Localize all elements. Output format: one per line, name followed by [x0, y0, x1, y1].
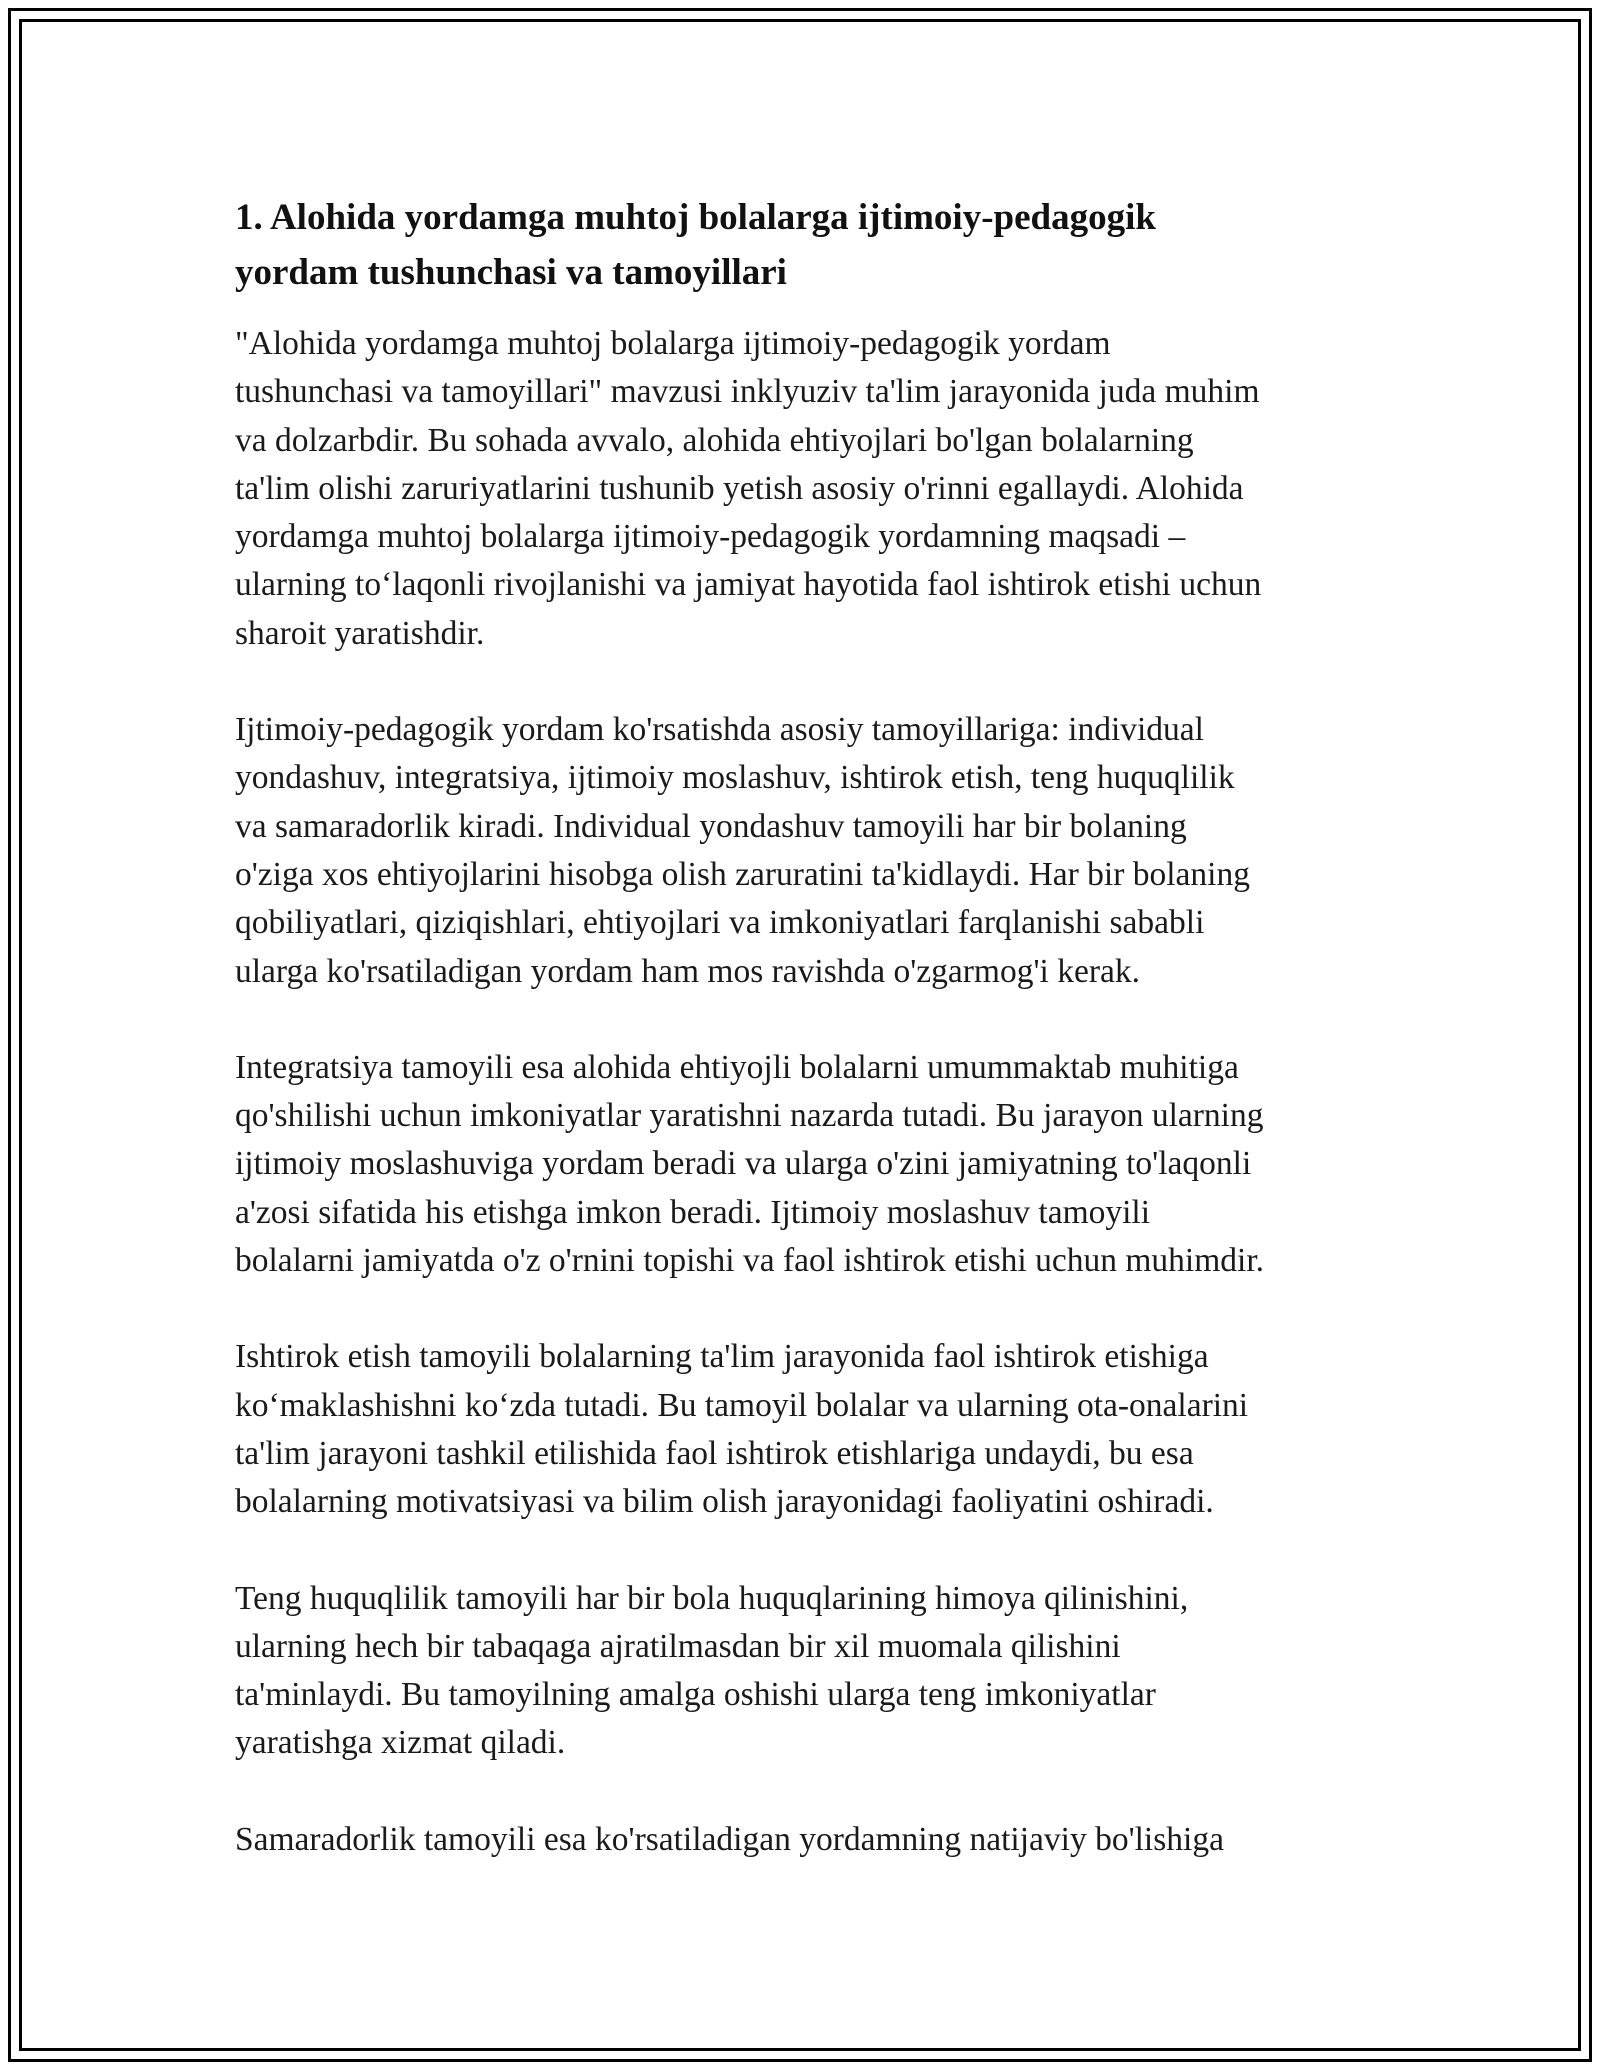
text-line: qobiliyatlari, qiziqishlari, ehtiyojlari va imkoniyatlari farqlanishi sababli: [235, 904, 1205, 942]
text-line: yaratishga xizmat qiladi.: [235, 1724, 566, 1762]
text-line: Teng huquqlilik tamoyili har bir bola huquqlarining himoya qilinishini,: [235, 1579, 1189, 1617]
text-line: ta'minlaydi. Bu tamoyilning amalga oshishi ularga teng imkoniyatlar: [235, 1676, 1156, 1714]
text-line: sharoit yaratishdir.: [235, 614, 485, 652]
text-line: bolalarning motivatsiyasi va bilim olish jarayonidagi faoliyatini oshiradi.: [235, 1483, 1214, 1521]
text-line: Integratsiya tamoyili esa alohida ehtiyojli bolalarni umummaktab muhitiga: [235, 1048, 1239, 1086]
text-line: tushunchasi va tamoyillari" mavzusi inklyuziv ta'lim jarayonida juda muhim: [235, 373, 1260, 411]
paragraph-intro: [235, 320, 1365, 658]
text-line: a'zosi sifatida his etishga imkon beradi. Ijtimoiy moslashuv tamoyili: [235, 1193, 1151, 1231]
text-line: "Alohida yordamga muhtoj bolalarga ijtimoiy-pedagogik yordam: [235, 325, 1111, 362]
text-line: ularga ko'rsatiladigan yordam ham mos ravishda o'zgarmog'i kerak.: [235, 952, 1140, 990]
text-line: ta'lim olishi zaruriyatlarini tushunib yetish asosiy o'rinni egallaydi. Alohida: [235, 469, 1244, 507]
text-line: ta'lim jarayoni tashkil etilishida faol ishtirok etishlariga undaydi, bu esa: [235, 1434, 1194, 1472]
paragraph-participation: [235, 1333, 1365, 1526]
paragraph-equality: [235, 1575, 1365, 1768]
text-line: ijtimoiy moslashuviga yordam beradi va ularga o'zini jamiyatning to'laqonli: [235, 1145, 1252, 1183]
paragraph-integration: [235, 1044, 1365, 1285]
text-line: bolalarni jamiyatda o'z o'rnini topishi va faol ishtirok etishi uchun muhimdir.: [235, 1242, 1264, 1280]
heading-line: 1. Alohida yordamga muhtoj bolalarga ijtimoiy-pedagogik: [235, 197, 1156, 238]
heading-line: yordam tushunchasi va tamoyillari: [235, 252, 787, 293]
text-line: Samaradorlik tamoyili esa ko'rsatiladigan yordamning natijaviy bo'lishiga: [235, 1820, 1224, 1858]
text-line: va samaradorlik kiradi. Individual yondashuv tamoyili har bir bolaning: [235, 807, 1187, 845]
text-line: yondashuv, integratsiya, ijtimoiy moslashuv, ishtirok etish, teng huquqlilik: [235, 759, 1235, 797]
text-line: yordamga muhtoj bolalarga ijtimoiy-pedagogik yordamning maqsadi –: [235, 518, 1186, 556]
text-line: o'ziga xos ehtiyojlarini hisobga olish zaruratini ta'kidlaydi. Har bir bolaning: [235, 855, 1250, 893]
text-line: ko‘maklashishni ko‘zda tutadi. Bu tamoyil bolalar va ularning ota-onalarini: [235, 1386, 1249, 1424]
document-body: [235, 190, 1365, 1912]
text-line: va dolzarbdir. Bu sohada avvalo, alohida ehtiyojlari bo'lgan bolalarning: [235, 421, 1194, 459]
text-line: qo'shilishi uchun imkoniyatlar yaratishni nazarda tutadi. Bu jarayon ularning: [235, 1097, 1264, 1135]
paragraph-efficiency: [235, 1816, 1365, 1864]
text-line: Ishtirok etish tamoyili bolalarning ta'lim jarayonida faol ishtirok etishiga: [235, 1338, 1209, 1376]
paragraph-principles: [235, 706, 1365, 996]
section-heading: [235, 190, 1365, 300]
text-line: ularning to‘laqonli rivojlanishi va jamiyat hayotida faol ishtirok etishi uchun: [235, 566, 1262, 604]
text-line: Ijtimoiy-pedagogik yordam ko'rsatishda asosiy tamoyillariga: individual: [235, 711, 1204, 749]
text-line: ularning hech bir tabaqaga ajratilmasdan bir xil muomala qilishini: [235, 1627, 1121, 1665]
